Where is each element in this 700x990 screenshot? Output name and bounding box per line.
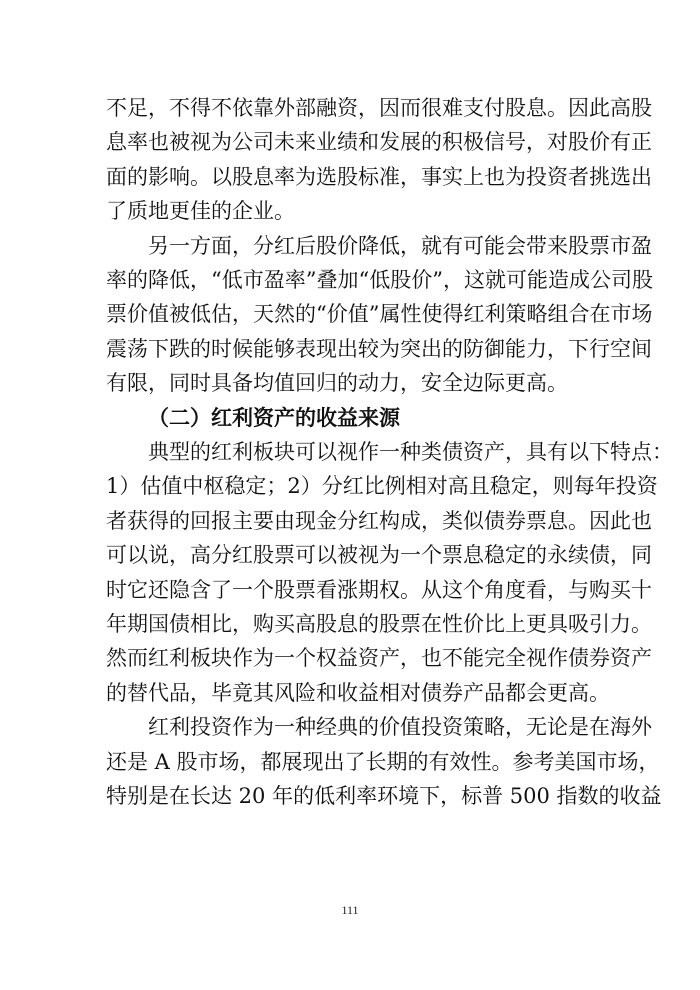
text-line: 票价值被低估，天然的“价值”属性使得红利策略组合在市场 [106,302,653,327]
text-line: 1）估值中枢稳定；2）分红比例相对高且稳定，则每年投资 [106,474,658,499]
text-line: 息率也被视为公司未来业绩和发展的积极信号，对股价有正 [106,130,652,155]
page-number: 111 [341,903,359,917]
text-line: 震荡下跌的时候能够表现出较为突出的防御能力，下行空间 [106,336,652,361]
text-line: 可以说，高分红股票可以被视为一个票息稳定的永续债，同 [106,543,652,568]
text-line: 红利投资作为一种经典的价值投资策略，无论是在海外 [148,715,652,740]
text-line: 还是 A 股市场，都展现出了长期的有效性。参考美国市场， [106,749,660,774]
text-line: 时它还隐含了一个股票看涨期权。从这个角度看，与购买十 [106,577,652,602]
text-line: 然而红利板块作为一个权益资产，也不能完全视作债券资产 [106,646,652,671]
text-line: 特别是在长达 20 年的低利率环境下，标普 500 指数的收益 [106,784,662,808]
text-line: 率的降低，“低市盈率”叠加“低股价”，这就可能造成公司股 [106,268,653,292]
text-line: 年期国债相比，购买高股息的股票在性价比上更具吸引力。 [106,612,652,636]
text-line: 另一方面，分红后股价降低，就有可能会带来股票市盈 [148,233,652,258]
section-heading: （二）红利资产的收益来源 [148,405,400,430]
text-line: 面的影响。以股息率为选股标准，事实上也为投资者挑选出 [106,164,652,189]
text-line: 不足，不得不依靠外部融资，因而很难支付股息。因此高股 [106,96,652,120]
text-line: 有限，同时具备均值回归的动力，安全边际更高。 [106,371,568,396]
text-line: 了质地更佳的企业。 [106,199,295,224]
text-line: 的替代品，毕竟其风险和收益相对债券产品都会更高。 [106,680,610,705]
text-line: 者获得的回报主要由现金分红构成，类似债券票息。因此也 [106,508,652,533]
text-line: 典型的红利板块可以视作一种类债资产，具有以下特点： [148,440,673,464]
